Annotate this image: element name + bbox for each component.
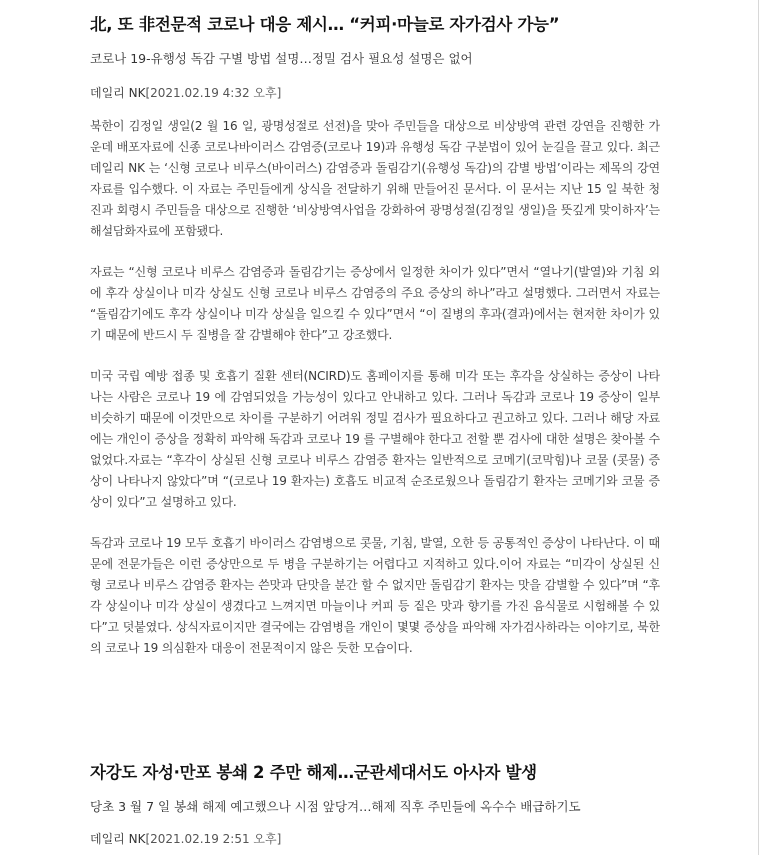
byline-date: [2021.02.19 4:32 오후] (145, 86, 282, 100)
paragraph: 미국 국립 예방 접종 및 호흡기 질환 센터(NCIRD)도 홈페이지를 통해 미각 또는 후각을 상실하는 증상이 나타나는 사람은 코로나 19 에 감염되었을 가능성이 있다고 안내하고 있다. 그러나 독감과 코로나 19 증상이 일부 비슷하기 때문에 이것만으로 차이를 구분하기 어려워 정밀 검사가 필요하다고 권고하고 있다. 그러나 해당 자료에는 개인이 증상을 정확히 파악해 독감과 코로나 19 를 구별해야 한다고 전할 뿐 검사에 대한 설명은 찾아볼 수 없었다.자료는 “후각이 상실된 신형 코로나 비루스 감염증 환자는 일반적으로 코메기(코막힘)나 코물 (콧물) 증상이 나타나지 않았다”며 “(코로나 19 환자는) 호흡도 비교적 순조로웠으나 돌림감기 환자는 코메기와 코물 증상이 있다”고 설명하고 있다. (90, 369, 660, 509)
article-title[interactable]: 北, 또 非전문적 코로나 대응 제시… “커피·마늘로 자가검사 가능” (90, 15, 560, 34)
article-subtitle: 당초 3 월 7 일 봉쇄 해제 예고했으나 시점 앞당겨…해제 직후 주민들에 옥수수 배급하기도 (90, 799, 581, 814)
byline (90, 84, 660, 102)
article-1 (90, 12, 660, 659)
byline-source: 데일리 NK (90, 86, 146, 100)
article-title[interactable]: 자강도 자성·만포 봉쇄 2 주만 해제…군관세대서도 아사자 발생 (90, 763, 537, 782)
article-subtitle: 코로나 19-유행성 독감 구별 방법 설명…정밀 검사 필요성 설명은 없어 (90, 51, 473, 66)
article-2 (90, 760, 660, 848)
paragraph: 북한이 김정일 생일(2 월 16 일, 광명성절로 선전)을 맞아 주민들을 대상으로 비상방역 관련 강연을 진행한 가운데 배포자료에 신종 코로나바이러스 감염증(코로나 19)과 유행성 독감 구분법이 있어 눈길을 끌고 있다. 최근 데일리 NK 는 ‘신형 코로나 비루스(바이러스) 감염증과 돌림감기(유행성 독감)의 감별 방법’이라는 제목의 강연자료를 입수했다. 이 자료는 주민들에게 상식을 전달하기 위해 만들어진 문서다. 이 문서는 지난 15 일 북한 청진과 회령시 주민들을 대상으로 진행한 ‘비상방역사업을 강화하여 광명성절(김정일 생일)을 뜻깊게 맞이하자’는 해설담화자료에 포함됐다. (90, 119, 660, 238)
paragraph: 자료는 “신형 코로나 비루스 감염증과 돌림감기는 증상에서 일정한 차이가 있다”면서 “열나기(발열)와 기침 외에 후각 상실이나 미각 상실도 신형 코로나 비루스 감염증의 주요 증상의 하나”라고 설명했다. 그러면서 자료는 “돌림감기에도 후각 상실이나 미각 상실을 일으킬 수 있다”면서 “이 질병의 후과(결과)에서는 현저한 차이가 있기 때문에 반드시 두 질병을 잘 감별해야 한다”고 강조했다. (90, 265, 660, 342)
byline-date: [2021.02.19 2:51 오후] (145, 832, 282, 846)
byline (90, 830, 660, 848)
paragraph: 독감과 코로나 19 모두 호흡기 바이러스 감염병으로 콧물, 기침, 발열, 오한 등 공통적인 증상이 나타난다. 이 때문에 전문가들은 이런 증상만으로 두 병을 구분하기는 어렵다고 지적하고 있다.이어 자료는 “미각이 상실된 신형 코로나 비루스 감염증 환자는 쓴맛과 단맛을 분간 할 수 없지만 돌림감기 환자는 맛을 감별할 수 있다”며 “후각 상실이나 미각 상실이 생겼다고 느껴지면 마늘이나 커피 등 짙은 맛과 향기를 가진 음식물로 시험해볼 수 있다”고 덧붙였다. 상식자료이지만 결국에는 감염병을 개인이 몇몇 증상을 파악해 자가검사하라는 이야기로, 북한의 코로나 19 의심환자 대응이 전문적이지 않은 듯한 모습이다. (90, 536, 660, 655)
byline-source: 데일리 NK (90, 832, 146, 846)
